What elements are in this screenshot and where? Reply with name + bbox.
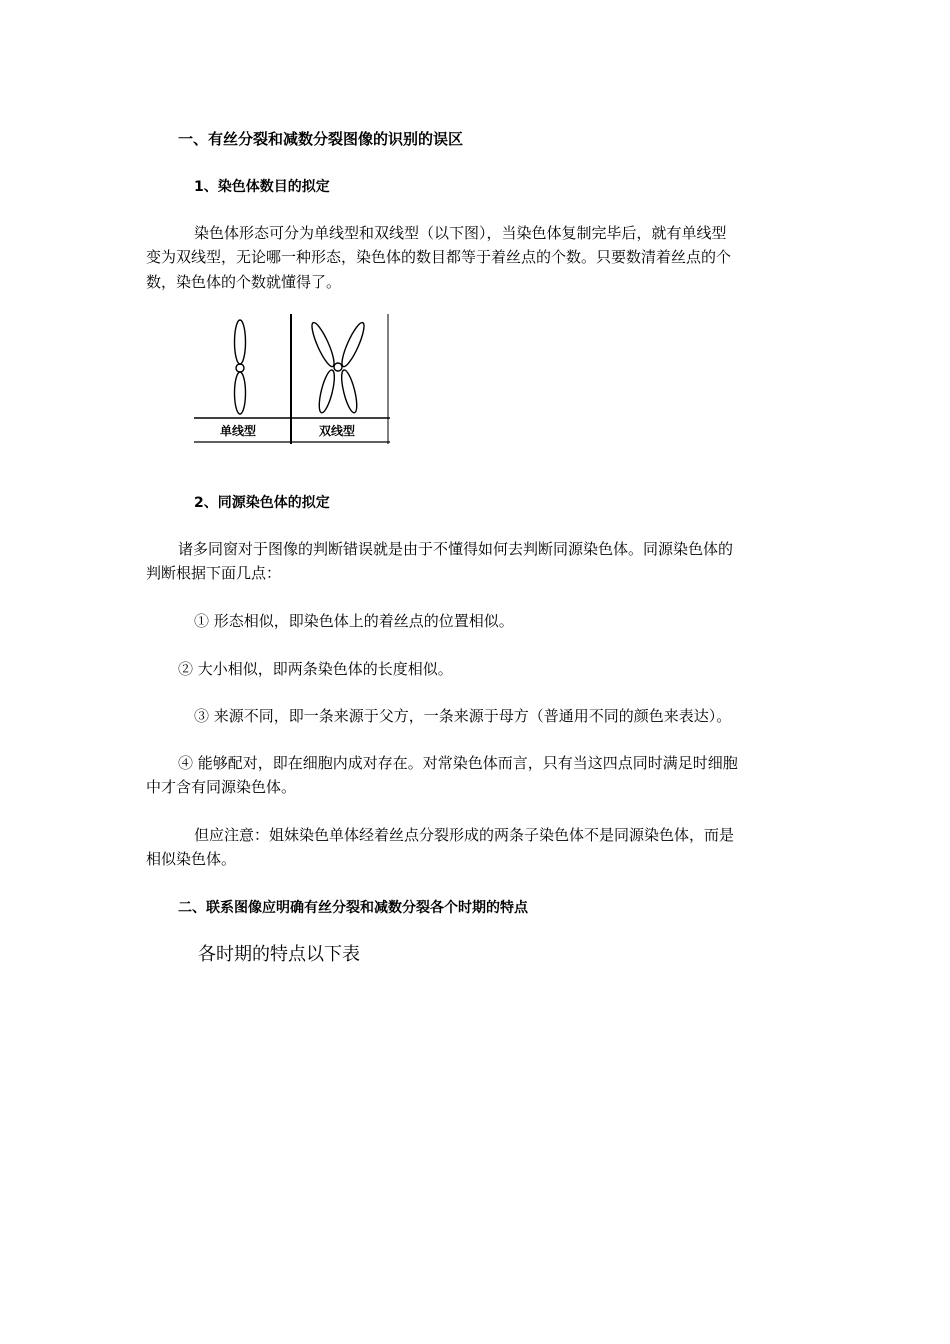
note-line2: 相似染色体。 (146, 850, 237, 868)
label-single-line: 单线型 (220, 424, 257, 438)
chromosome-figure (194, 314, 390, 444)
sub1-title: 1、染色体数目的拟定 (194, 179, 330, 195)
label-double-line: 双线型 (319, 424, 356, 438)
note-line1: 但应注意：姐妹染色单体经着丝点分裂形成的两条子染色体不是同源染色体，而是 (194, 826, 735, 844)
point-3: ③ 来源不同，即一条来源于父方，一条来源于母方（普通用不同的颜色来表达）。 (194, 707, 732, 725)
sub1-para-line3: 数，染色体的个数就懂得了。 (146, 273, 342, 291)
point-2: ② 大小相似，即两条染色体的长度相似。 (178, 660, 453, 678)
sub2-intro-line1: 诸多同窗对于图像的判断错误就是由于不懂得如何去判断同源染色体。同源染色体的 (178, 540, 734, 558)
section1-title: 一、有丝分裂和减数分裂图像的识别的误区 (178, 130, 464, 148)
sub2-title: 2、同源染色体的拟定 (194, 495, 330, 511)
table-intro: 各时期的特点以下表 (198, 944, 360, 965)
point-4-line1: ④ 能够配对，即在细胞内成对存在。对常染色体而言，只有当这四点同时满足时细胞 (178, 754, 738, 772)
sub2-intro-line2: 判断根据下面几点： (146, 564, 282, 582)
point-1: ① 形态相似，即染色体上的着丝点的位置相似。 (194, 612, 514, 630)
double-chromosome (308, 320, 368, 414)
sub1-para-line1: 染色体形态可分为单线型和双线型（以下图），当染色体复制完毕后，就有单线型 (194, 224, 727, 242)
point-4-line2: 中才含有同源染色体。 (146, 778, 297, 796)
single-chromosome (235, 320, 246, 414)
sub1-para-line2: 变为双线型，无论哪一种形态，染色体的数目都等于着丝点的个数。只要数清着丝点的个 (146, 248, 732, 266)
section2-title: 二、联系图像应明确有丝分裂和减数分裂各个时期的特点 (178, 900, 528, 916)
